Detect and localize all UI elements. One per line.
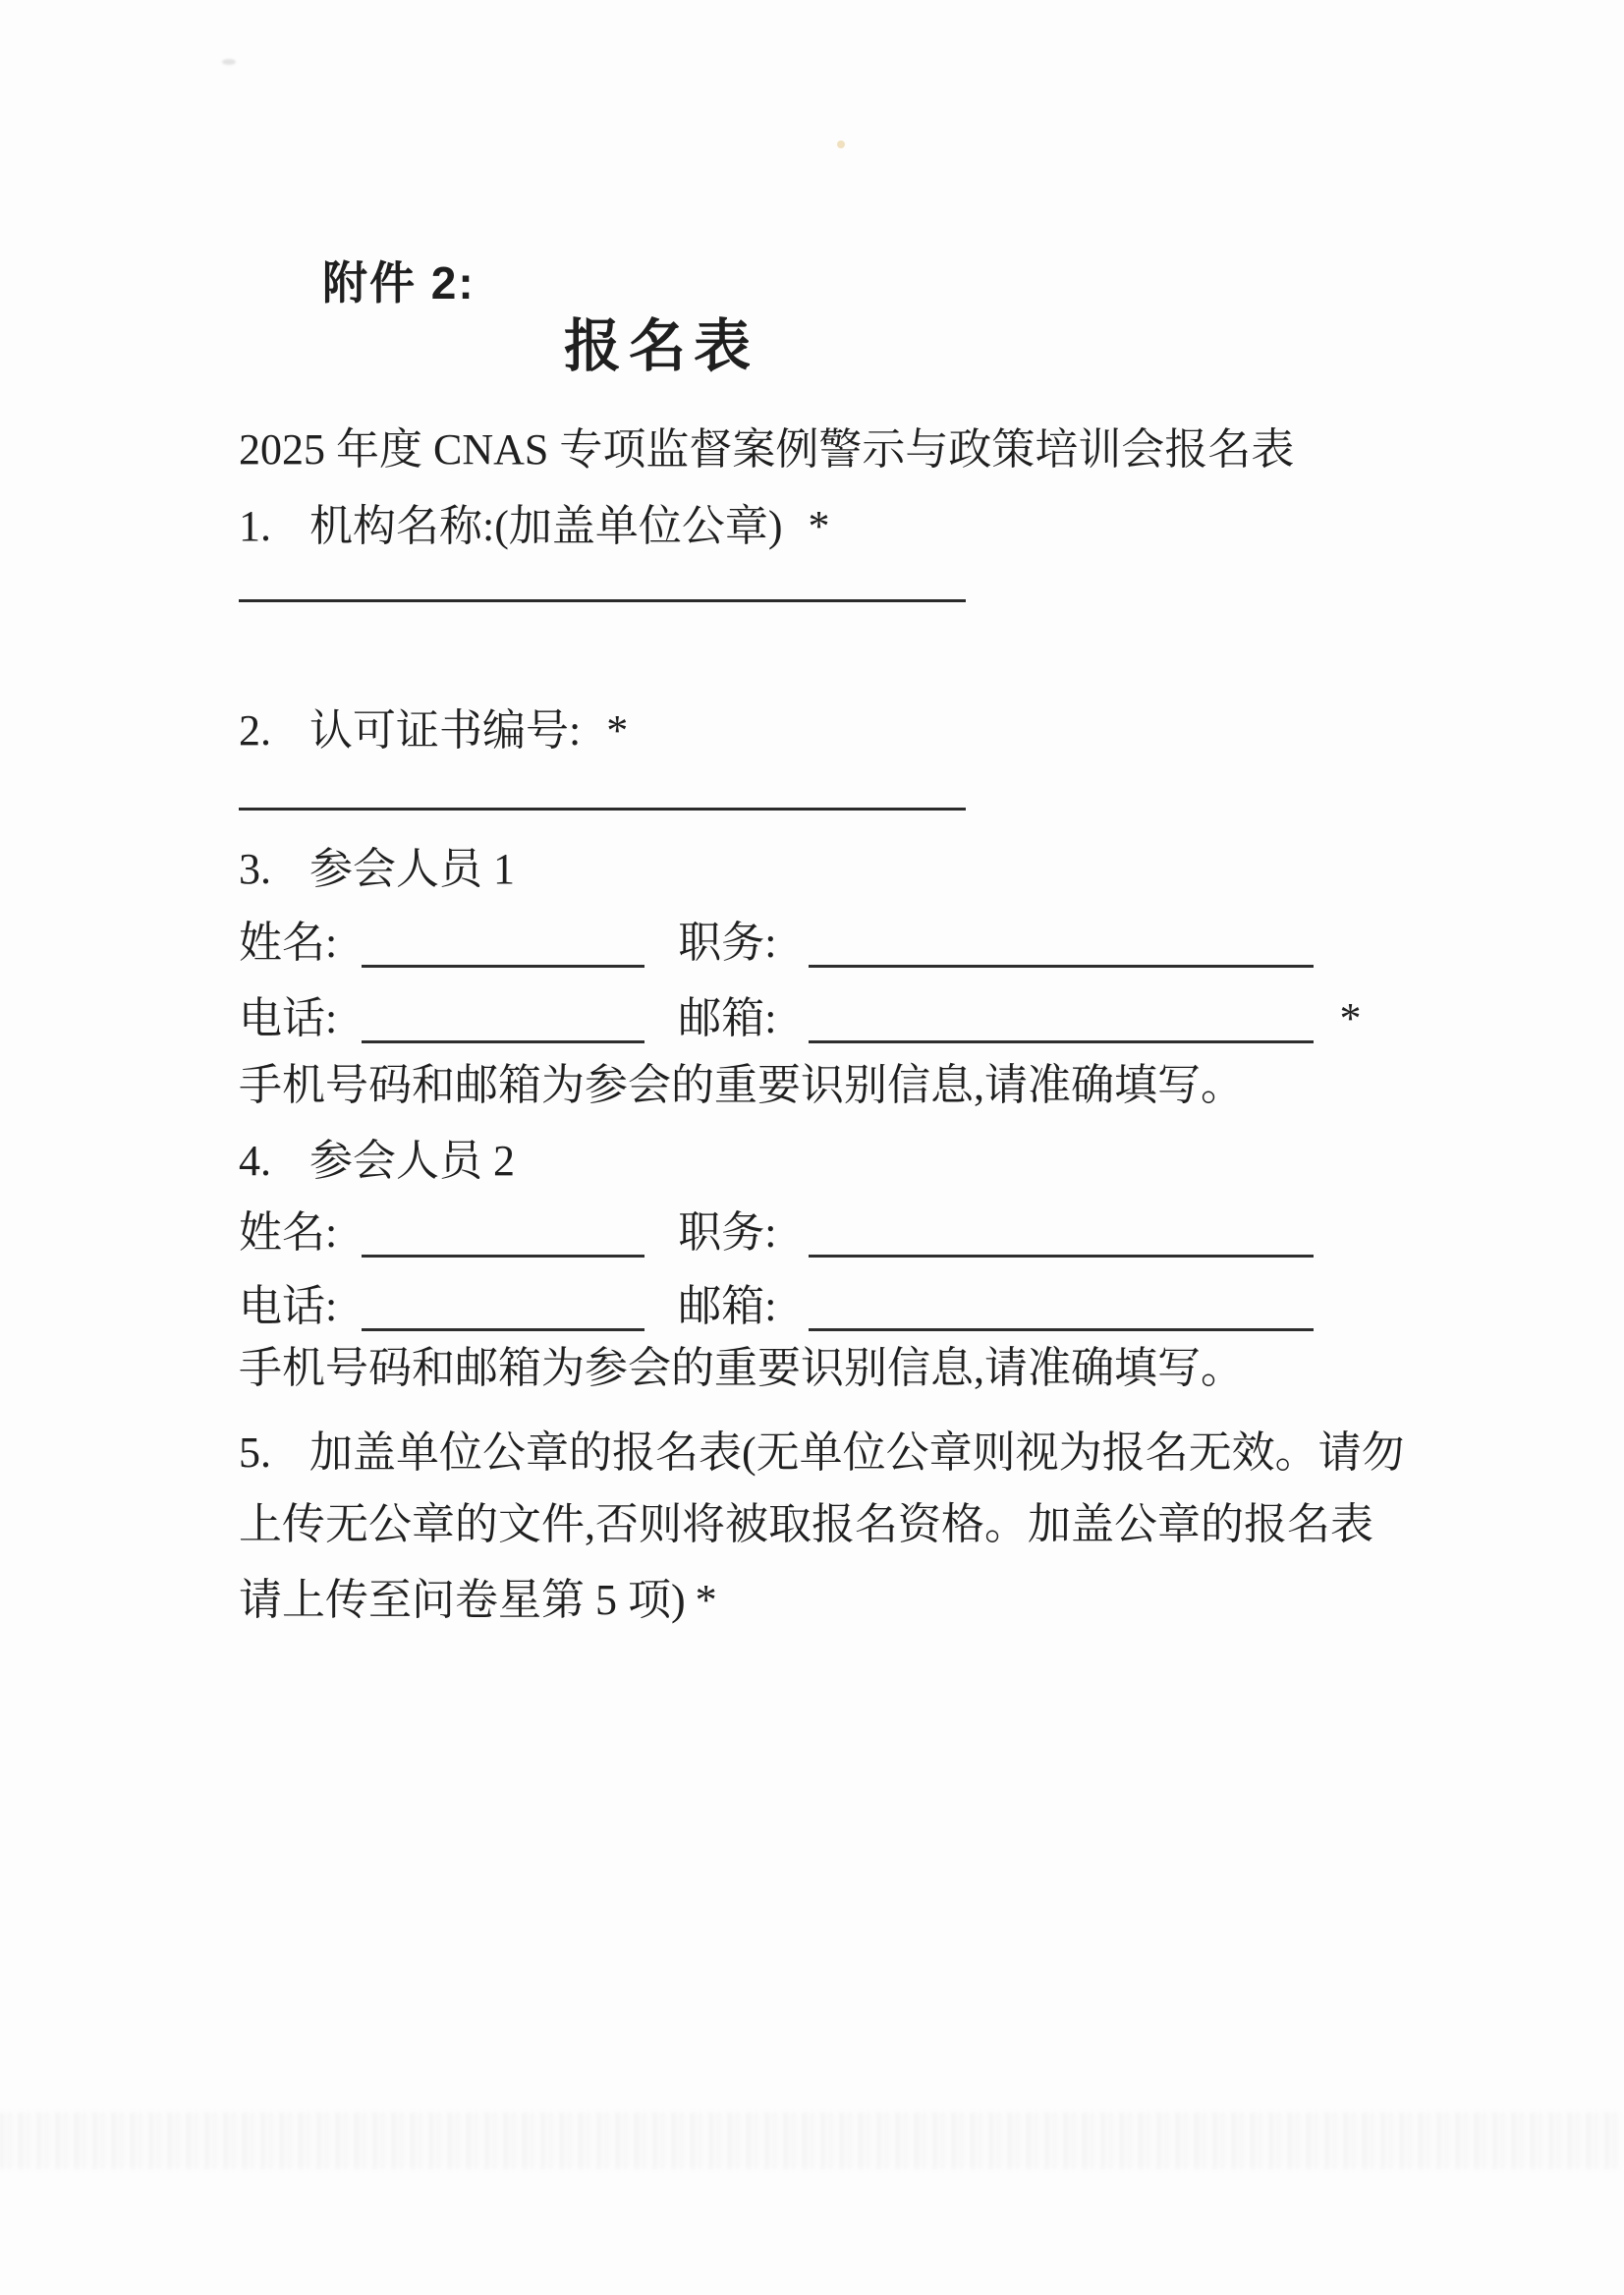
- item-5-stamp-instruction-line-1: [239, 1427, 1405, 1478]
- item-4-number: 4.: [239, 1137, 271, 1185]
- item-1-number: 1.: [239, 502, 271, 550]
- participant-1-title-field: [809, 920, 1314, 968]
- scan-speck: [837, 140, 845, 148]
- scan-speck: [222, 59, 236, 65]
- participant-2-email-field: [809, 1283, 1314, 1331]
- phone-label: 电话:: [239, 1282, 338, 1330]
- item-3-label: 参会人员 1: [309, 845, 515, 893]
- participant-1-name-title-row: [239, 917, 1314, 968]
- page-title: 报名表: [564, 314, 759, 378]
- participant-1-note: 手机号码和邮箱为参会的重要识别信息,请准确填写。: [239, 1061, 1244, 1109]
- item-2-label: 认可证书编号:: [309, 706, 582, 755]
- job-title-label: 职务:: [678, 1208, 777, 1257]
- attachment-label: 附件 2:: [322, 257, 476, 308]
- item-2-number: 2.: [239, 706, 271, 755]
- participant-1-phone-email-row: [239, 992, 1361, 1043]
- item-1-label: 机构名称:(加盖单位公章): [309, 502, 783, 550]
- participant-2-title-field: [809, 1209, 1314, 1258]
- phone-label: 电话:: [239, 994, 338, 1042]
- item-5-required-marker: *: [695, 1576, 717, 1624]
- email-label: 邮箱:: [678, 994, 777, 1042]
- institution-name-blank-line: [239, 599, 966, 602]
- certificate-number-blank-line: [239, 808, 966, 811]
- item-5-number: 5.: [239, 1428, 271, 1477]
- name-label: 姓名:: [239, 919, 338, 967]
- participant-2-note: 手机号码和邮箱为参会的重要识别信息,请准确填写。: [239, 1344, 1244, 1392]
- item-5-text-line-3: 请上传至问卷星第 5 项): [239, 1576, 686, 1624]
- item-2-required-marker: *: [606, 706, 629, 755]
- item-1-required-marker: *: [808, 502, 830, 550]
- item-1-institution-name: [239, 500, 830, 551]
- item-5-stamp-instruction-line-2: 上传无公章的文件,否则将被取报名资格。加盖公章的报名表: [239, 1500, 1373, 1548]
- name-label: 姓名:: [239, 1208, 338, 1257]
- item-5-text-line-1: 加盖单位公章的报名表(无单位公章则视为报名无效。请勿: [309, 1428, 1405, 1477]
- participant-1-phone-field: [362, 995, 644, 1043]
- item-3-participant-1-heading: [239, 843, 515, 894]
- participant-1-required-marker: *: [1339, 994, 1362, 1042]
- job-title-label: 职务:: [678, 919, 777, 967]
- item-2-certificate-number: [239, 704, 628, 756]
- participant-2-name-title-row: [239, 1206, 1314, 1258]
- item-5-stamp-instruction-line-3: [239, 1574, 717, 1625]
- participant-1-email-field: [809, 995, 1314, 1043]
- participant-1-name-field: [362, 920, 644, 968]
- item-3-number: 3.: [239, 845, 271, 893]
- participant-2-phone-email-row: [239, 1280, 1314, 1331]
- participant-2-name-field: [362, 1209, 644, 1258]
- email-label: 邮箱:: [678, 1282, 777, 1330]
- item-4-participant-2-heading: [239, 1135, 515, 1186]
- scan-artifact-band: [0, 2112, 1624, 2169]
- form-subtitle: 2025 年度 CNAS 专项监督案例警示与政策培训会报名表: [239, 425, 1295, 474]
- item-4-label: 参会人员 2: [309, 1137, 515, 1185]
- participant-2-phone-field: [362, 1283, 644, 1331]
